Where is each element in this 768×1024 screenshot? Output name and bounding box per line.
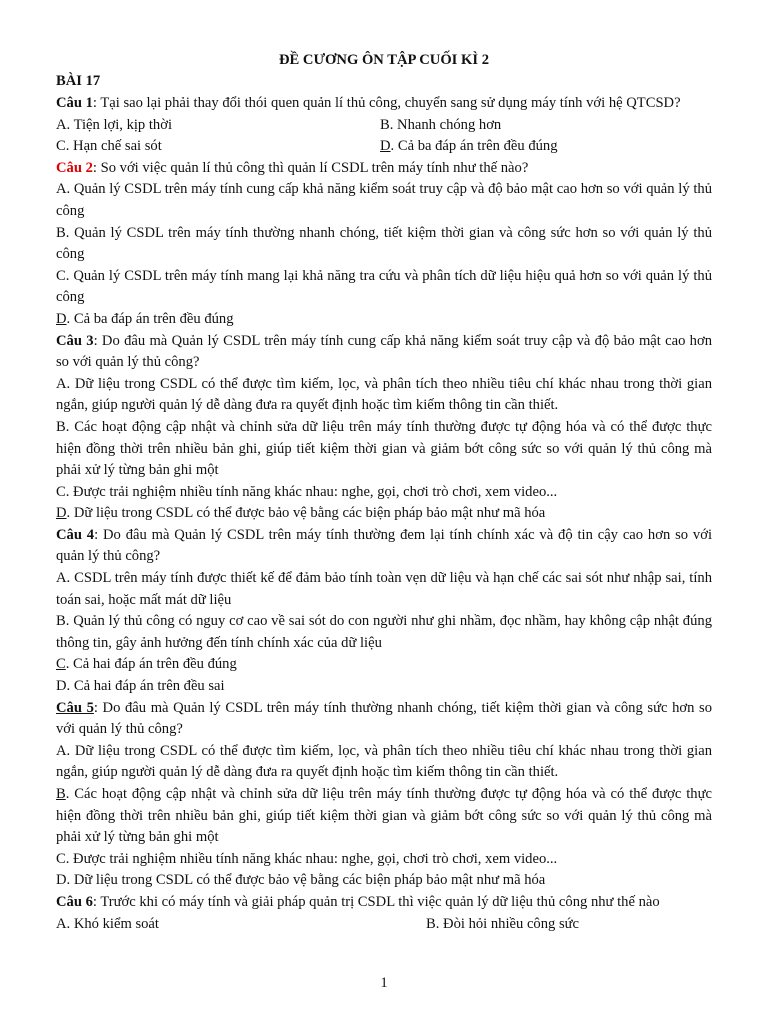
q3-option-c: C. Được trải nghiệm nhiều tính năng khác nhau: nghe, gọi, chơi trò chơi, xem video... [56, 483, 558, 500]
q2-option-b: B. Quản lý CSDL trên máy tính thường nhanh chóng, tiết kiệm thời gian và công sức hơn so với quản lý thủ công [56, 224, 712, 263]
q3-option-b: B. Các hoạt động cập nhật và chỉnh sửa dữ liệu trên máy tính thường được tự động hóa và có thể được thực hiện đồng thời trên nhiều bản ghi, giúp tiết kiệm thời gian và giảm bớt công sức so với quản lý thủ công mà phải xử lý từng bản ghi một [56, 418, 712, 479]
question-2-text: : So với việc quản lí thủ công thì quản lí CSDL trên máy tính như thế nào? [92, 159, 529, 176]
q5-option-b [56, 784, 712, 849]
q1-option-d [380, 136, 558, 158]
q1-option-a: A. Tiện lợi, kịp thời [56, 116, 172, 133]
question-3-label: Câu 3 [56, 332, 94, 349]
q5-option-d: D. Dữ liệu trong CSDL có thể được bảo vệ bằng các biện pháp bảo mật như mã hóa [56, 872, 546, 889]
question-list [56, 93, 712, 935]
document-title: ĐỀ CƯƠNG ÔN TẬP CUỐI KÌ 2 [278, 52, 489, 68]
q4-option-c-text: . Cả hai đáp án trên đều đúng [65, 656, 237, 673]
q2-option-d-text: . Cả ba đáp án trên đều đúng [66, 310, 234, 327]
question-1 [56, 93, 712, 115]
question-4-text: : Do đâu mà Quản lý CSDL trên máy tính thường đem lại tính chính xác và độ tin cậy cao hơn so với quản lý thủ công? [56, 526, 712, 565]
q1-option-d-letter: D [380, 138, 391, 155]
q2-option-c: C. Quản lý CSDL trên máy tính mang lại khả năng tra cứu và phân tích dữ liệu hiệu quả hơn so với quản lý thủ công [56, 267, 712, 306]
q5-option-c: C. Được trải nghiệm nhiều tính năng khác nhau: nghe, gọi, chơi trò chơi, xem video... [56, 850, 558, 867]
q4-option-c-letter: C [56, 656, 66, 673]
q5-option-a: A. Dữ liệu trong CSDL có thể được tìm kiếm, lọc, và phân tích theo nhiều tiêu chí khác nhau trong thời gian ngắn, giúp người quản lý dễ dàng đưa ra quyết định hoặc tìm kiếm thông tin cần thiết. [56, 742, 712, 781]
q6-option-a: A. Khó kiểm soát [56, 915, 159, 932]
q4-option-b: B. Quản lý thủ công có nguy cơ cao về sai sót do con người như ghi nhầm, đọc nhầm, hay không cập nhật đúng thông tin, gây ảnh hưởng đến tính chính xác của dữ liệu [56, 613, 712, 651]
q3-option-a: A. Dữ liệu trong CSDL có thể được tìm kiếm, lọc, và phân tích theo nhiều tiêu chí khác nhau trong thời gian ngắn, giúp người quản lý dễ dàng đưa ra quyết định hoặc tìm kiếm thông tin cần thiết. [56, 375, 712, 414]
question-2-label: Câu 2 [56, 159, 93, 176]
question-1-text: : Tại sao lại phải thay đổi thói quen quản lí thủ công, chuyển sang sử dụng máy tính với hệ QTCSD? [92, 95, 681, 111]
q1-option-c: C. Hạn chế sai sót [56, 138, 162, 155]
q3-option-d-letter: D [56, 505, 67, 522]
q5-option-b-letter: B [56, 786, 66, 802]
q5-option-b-text: . Các hoạt động cập nhật và chỉnh sửa dữ liệu trên máy tính thường được tự động hóa và có thể được thực hiện đồng thời trên nhiều bản ghi, giúp tiết kiệm thời gian và giảm bớt công sức so với quản lý thủ công mà phải xử lý từng bản ghi một [56, 786, 712, 846]
question-6-options-row-1 [56, 914, 712, 936]
section-heading: BÀI 17 [56, 73, 101, 89]
question-3-text: : Do đâu mà Quản lý CSDL trên máy tính cung cấp khả năng kiểm soát truy cập và độ bảo mật cao hơn so với quản lý thủ công? [56, 332, 712, 371]
q2-option-a: A. Quản lý CSDL trên máy tính cung cấp khả năng kiểm soát truy cập và độ bảo mật cao hơn so với quản lý thủ công [56, 181, 712, 219]
question-6-text: : Trước khi có máy tính và giải pháp quản trị CSDL thì việc quản lý dữ liệu thủ công như thế nào [92, 893, 660, 910]
q2-option-d-letter: D [56, 310, 67, 327]
q4-option-c [56, 654, 712, 676]
question-1-label: Câu 1 [56, 95, 93, 111]
page-number: 1 [380, 975, 388, 991]
question-6-label: Câu 6 [56, 893, 93, 910]
question-1-options-row-2 [56, 136, 712, 158]
question-5-label: Câu 5 [56, 699, 94, 716]
question-6 [56, 892, 712, 914]
question-1-options-row-1 [56, 115, 712, 137]
q3-option-d [56, 503, 712, 525]
q2-option-d [56, 309, 712, 331]
question-2 [56, 158, 712, 180]
question-4 [56, 525, 712, 568]
q4-option-a: A. CSDL trên máy tính được thiết kế để đảm bảo tính toàn vẹn dữ liệu và hạn chế các sai sót như nhập sai, tính toán sai, hoặc mất mát dữ liệu [56, 570, 712, 608]
q1-option-d-text: . Cả ba đáp án trên đều đúng [390, 138, 558, 155]
question-3 [56, 331, 712, 374]
question-4-label: Câu 4 [56, 526, 95, 543]
q4-option-d: D. Cả hai đáp án trên đều sai [56, 678, 225, 695]
question-5-text: : Do đâu mà Quản lý CSDL trên máy tính thường nhanh chóng, tiết kiệm thời gian và công sức hơn so với quản lý thủ công? [56, 699, 712, 738]
q1-option-b: B. Nhanh chóng hơn [380, 116, 502, 133]
q3-option-d-text: . Dữ liệu trong CSDL có thể được bảo vệ bằng các biện pháp bảo mật như mã hóa [66, 505, 546, 522]
q6-option-b: B. Đòi hỏi nhiều công sức [426, 915, 580, 932]
question-5 [56, 698, 712, 741]
